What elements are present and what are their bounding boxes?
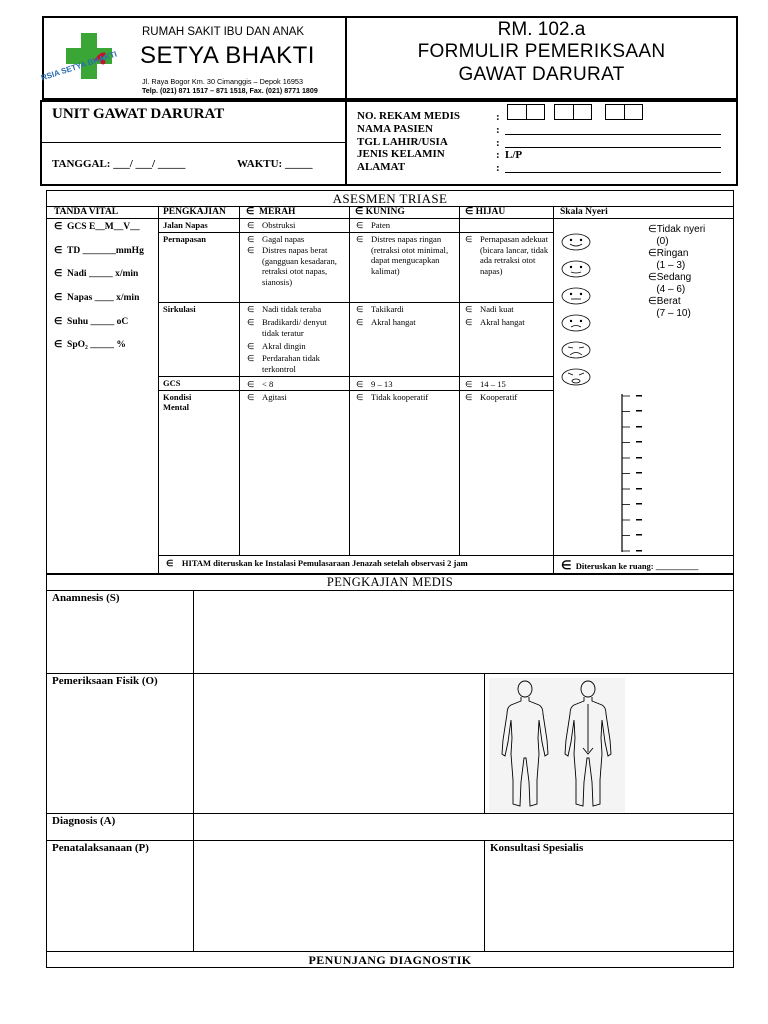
- anamnesis-field[interactable]: [194, 591, 733, 672]
- yellow-breathing-mild[interactable]: ∈ Distres napas ringan (retraksi otot minimal, dapat mengucapkan kalimat): [356, 234, 449, 276]
- time-field[interactable]: WAKTU: _____: [237, 158, 313, 170]
- header-vital-signs: TANDA VITAL: [54, 207, 119, 217]
- red-circ-bleeding[interactable]: ∈ Perdarahan tidak terkontrol: [247, 353, 320, 374]
- pain-face-2-icon: [561, 287, 591, 305]
- sex-label: JENIS KELAMIN: [357, 148, 445, 160]
- green-circ-warm[interactable]: ∈ Akral hangat: [465, 317, 525, 327]
- support-title: PENUNJANG DIAGNOSTIK: [308, 953, 472, 967]
- hospital-address: Jl. Raya Bogor Km. 30 Cimanggis – Depok 16953: [142, 77, 304, 86]
- header-green: ∈ HIJAU: [465, 207, 506, 217]
- red-breathing-severe[interactable]: ∈ Distres napas berat (gangguan kesadaran, retraksi otot napas, sianosis): [247, 245, 337, 287]
- vital-pulse[interactable]: ∈ Nadi _____ x/min: [54, 269, 139, 279]
- address-field[interactable]: [505, 172, 721, 173]
- mrn-box-2[interactable]: [554, 104, 592, 120]
- pain-face-3-icon: [561, 314, 591, 332]
- header-yellow: ∈ KUNING: [355, 207, 405, 217]
- pain-ruler[interactable]: [612, 392, 646, 554]
- red-gcs[interactable]: ∈ < 8: [247, 379, 274, 389]
- yellow-airway-patent[interactable]: ∈ Paten: [356, 220, 391, 230]
- vital-resp[interactable]: ∈ Napas ____ x/min: [54, 293, 140, 303]
- red-mental-agitation[interactable]: ∈ Agitasi: [247, 392, 287, 402]
- physical-exam-label: Pemeriksaan Fisik (O): [52, 675, 158, 687]
- mrn-label: NO. REKAM MEDIS: [357, 110, 460, 122]
- date-field[interactable]: TANGGAL: ___/ ___/ _____: [52, 158, 186, 170]
- name-field[interactable]: [505, 134, 721, 135]
- red-circ-brady[interactable]: ∈ Bradikardi/ denyut tidak teratur: [247, 317, 327, 338]
- black-triage-option[interactable]: ∈ HITAM diteruskan ke Instalasi Pemulasaraan Jenazah setelah observasi 2 jam: [166, 558, 468, 568]
- vital-spo2[interactable]: ∈ SpO₂ _____ %: [54, 340, 126, 350]
- header-assessment: PENGKAJIAN: [163, 207, 226, 217]
- row-airway: Jalan Napas: [163, 220, 208, 230]
- green-mental[interactable]: ∈ Kooperatif: [465, 392, 518, 402]
- sex-value[interactable]: L/P: [505, 149, 523, 161]
- pain-option-mild[interactable]: ∈Ringan (1 – 3): [648, 248, 689, 271]
- header-red: ∈ MERAH: [246, 207, 296, 217]
- hospital-name: SETYA BHAKTI: [140, 42, 315, 69]
- red-circ-cold[interactable]: ∈ Akral dingin: [247, 341, 306, 351]
- green-circ-strong[interactable]: ∈ Nadi kuat: [465, 304, 514, 314]
- body-diagram[interactable]: [489, 678, 625, 812]
- vital-temp[interactable]: ∈ Suhu _____ oC: [54, 317, 129, 327]
- management-label: Penatalaksanaan (P): [52, 842, 149, 854]
- red-breathing-failure[interactable]: ∈ Gagal napas: [247, 234, 305, 244]
- pain-face-4-icon: [561, 341, 591, 359]
- vital-gcs[interactable]: ∈ GCS E__M__V__: [54, 222, 140, 232]
- row-gcs: GCS: [163, 378, 181, 388]
- pain-face-0-icon: [561, 233, 591, 251]
- dob-field[interactable]: [505, 147, 721, 148]
- medical-title: PENGKAJIAN MEDIS: [326, 575, 454, 589]
- physical-exam-field[interactable]: [194, 674, 483, 812]
- management-field[interactable]: [194, 841, 483, 950]
- pain-face-1-icon: [561, 260, 591, 278]
- diagnosis-label: Diagnosis (A): [52, 815, 116, 827]
- mrn-box-1[interactable]: [507, 104, 545, 120]
- header-pain-scale: Skala Nyeri: [560, 207, 608, 217]
- row-circulation: Sirkulasi: [163, 304, 196, 314]
- red-airway-obstruction[interactable]: ∈ Obstruksi: [247, 220, 296, 230]
- green-gcs[interactable]: ∈ 14 – 15: [465, 379, 506, 389]
- consult-field[interactable]: [485, 856, 733, 950]
- green-breathing-adequate[interactable]: ∈ Pernapasan adekuat (bicara lancar, tidak ada retraksi otot napas): [465, 234, 549, 276]
- forward-to-room[interactable]: ∈ Diteruskan ke ruang: __________: [561, 558, 699, 572]
- mrn-box-3[interactable]: [605, 104, 643, 120]
- unit-title: UNIT GAWAT DARURAT: [52, 106, 225, 122]
- address-label: ALAMAT: [357, 161, 406, 173]
- diagnosis-field[interactable]: [194, 814, 733, 839]
- vital-bp[interactable]: ∈ TD _______mmHg: [54, 246, 144, 256]
- form-title-line1: FORMULIR PEMERIKSAAN: [417, 41, 666, 62]
- pain-option-severe[interactable]: ∈Berat (7 – 10): [648, 296, 691, 319]
- anamnesis-label: Anamnesis (S): [52, 592, 120, 604]
- red-circ-no-pulse[interactable]: ∈ Nadi tidak teraba: [247, 304, 322, 314]
- triage-title: ASESMEN TRIASE: [332, 191, 448, 206]
- logo-text: RSIA SETYA BHAKTI: [40, 49, 119, 83]
- hospital-phone: Telp. (021) 871 1517 – 871 1518, Fax. (021) 8771 1809: [142, 87, 318, 95]
- dob-label: TGL LAHIR/USIA: [357, 136, 448, 148]
- name-label: NAMA PASIEN: [357, 123, 433, 135]
- consult-label: Konsultasi Spesialis: [490, 842, 584, 854]
- row-mental: Kondisi Mental: [163, 392, 192, 412]
- form-title-line2: GAWAT DARURAT: [458, 64, 625, 85]
- yellow-gcs[interactable]: ∈ 9 – 13: [356, 379, 393, 389]
- form-code: RM. 102.a: [497, 19, 586, 40]
- yellow-mental[interactable]: ∈ Tidak kooperatif: [356, 392, 429, 402]
- pain-option-moderate[interactable]: ∈Sedang (4 – 6): [648, 272, 692, 295]
- yellow-circ-tachy[interactable]: ∈ Takikardi: [356, 304, 404, 314]
- row-breathing: Pernapasan: [163, 234, 206, 244]
- pain-option-none[interactable]: ∈Tidak nyeri (0): [648, 224, 706, 247]
- pain-face-5-icon: [561, 368, 591, 386]
- yellow-circ-warm[interactable]: ∈ Akral hangat: [356, 317, 416, 327]
- hospital-type: RUMAH SAKIT IBU DAN ANAK: [142, 26, 305, 38]
